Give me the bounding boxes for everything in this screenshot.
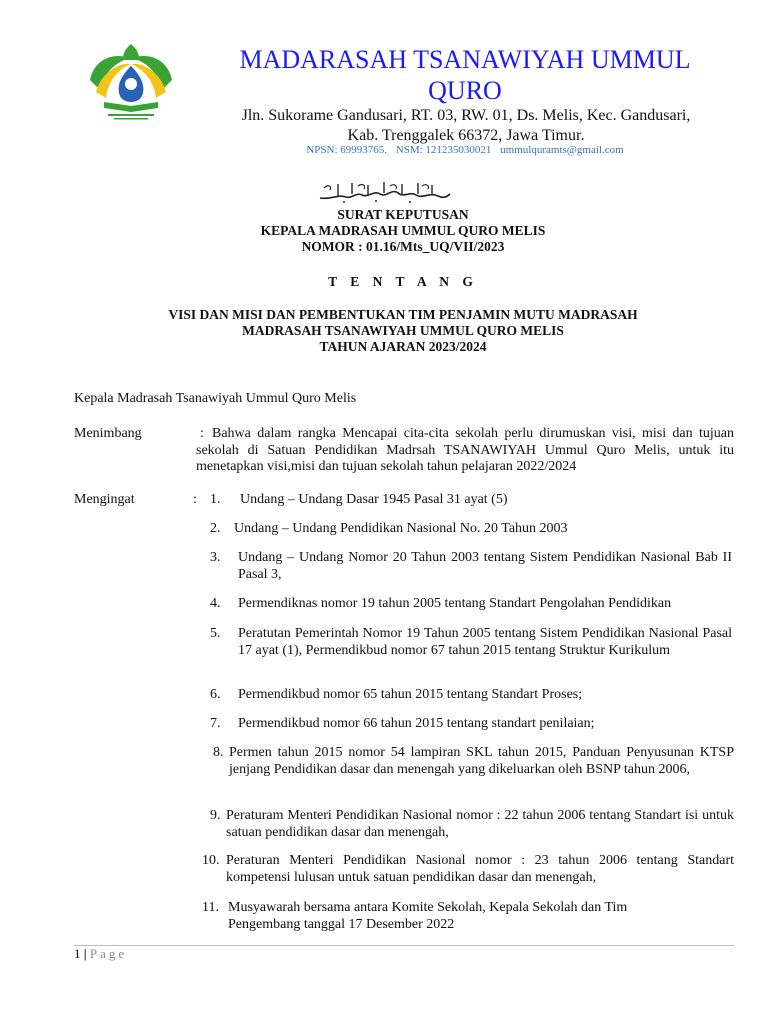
bismillah-graphic bbox=[318, 180, 452, 204]
list-item-text-body: Permen tahun 2015 nomor 54 lampiran SKL tahun 2015, Panduan Penyusunan KTSP jenjang Pendidikan dasar dan menengah yang dikeluarkan oleh BSNP tahun 2006, bbox=[229, 745, 734, 777]
school-name: MADARASAH TSANAWIYAH UMMUL QURO bbox=[239, 45, 691, 105]
list-item-number: 11. bbox=[202, 900, 219, 915]
list-item-number: 7. bbox=[210, 716, 221, 731]
list-item-text: Peratutan Pemerintah Nomor 19 Tahun 2005 tentang Sistem Pendidikan Nasional Pasal 17 ayat (1), Permendikbud nomor 67 tahun 2015 tentang Struktur Kurikulum bbox=[238, 626, 732, 658]
subject-line-3: TAHUN AJARAN 2023/2024 bbox=[319, 339, 487, 354]
email-link[interactable]: ummulquramts@gmail.com bbox=[500, 144, 624, 156]
decree-subject bbox=[70, 307, 736, 355]
npsn: NPSN: 69993765. bbox=[306, 144, 388, 156]
decree-title bbox=[70, 207, 736, 255]
decree-title-line-1: SURAT KEPUTUSAN bbox=[337, 207, 469, 222]
list-item-text: Peraturam Menteri Pendidikan Nasional nomor : 22 tahun 2006 tentang Standart isi untuk satuan pendidikan dasar dan menengah, bbox=[226, 808, 734, 840]
page-separator: | bbox=[83, 946, 87, 961]
list-item-text: Permendiknas nomor 19 tahun 2005 tentang Standart Pengolahan Pendidikan bbox=[238, 596, 672, 611]
list-item-number: 9. bbox=[210, 808, 221, 823]
list-item-number: 4. bbox=[210, 596, 221, 611]
address-line-1: Jln. Sukorame Gandusari, RT. 03, RW. 01, Ds. Melis, Kec. Gandusari, bbox=[241, 107, 691, 124]
intro-text: Kepala Madrasah Tsanawiyah Ummul Quro Melis bbox=[74, 391, 357, 406]
page-footer bbox=[74, 946, 127, 962]
menimbang-text: Bahwa dalam rangka Mencapai cita-cita sekolah perlu dirumuskan visi, misi dan tujuan sekolah di Satuan Pendidikan Madrsah TSANAWIYAH Ummul Quro Melis, untuk itu menetapkan visi,misi dan tujuan sekolah tahun pelajaran 2022/2024 bbox=[196, 426, 734, 474]
madrasah-logo-icon bbox=[86, 40, 176, 124]
mengingat-colon: : bbox=[193, 492, 197, 507]
footer-divider bbox=[74, 945, 734, 946]
list-item-text bbox=[229, 745, 734, 778]
list-item-number: 8. bbox=[213, 745, 224, 760]
mengingat-label: Mengingat bbox=[74, 492, 135, 507]
decree-title-line-2: KEPALA MADRASAH UMMUL QURO MELIS bbox=[260, 223, 546, 238]
list-item-text: Undang – Undang Dasar 1945 Pasal 31 ayat (5) bbox=[240, 492, 508, 507]
list-item-number: 2. bbox=[210, 521, 221, 536]
list-item-text: Peraturan Menteri Pendidikan Nasional nomor : 23 tahun 2006 tentang Standart kompetensi lulusan untuk satuan pendidikan dasar dan menengah, bbox=[226, 853, 734, 885]
list-item-number: 6. bbox=[210, 687, 221, 702]
page-word: Page bbox=[89, 946, 128, 961]
bismillah-calligraphy-icon bbox=[318, 180, 452, 204]
list-item-number: 1. bbox=[210, 492, 221, 507]
menimbang-label: Menimbang bbox=[74, 426, 142, 441]
logo-graphic bbox=[86, 40, 176, 124]
address-line-2: Kab. Trenggalek 66372, Jawa Timur. bbox=[347, 127, 585, 144]
list-item-text: Undang – Undang Pendidikan Nasional No. 20 Tahun 2003 bbox=[234, 521, 568, 536]
nsm: NSM: 121235030021 bbox=[395, 144, 492, 156]
list-item-number: 3. bbox=[210, 550, 221, 565]
menimbang-colon: : bbox=[200, 426, 204, 441]
tentang-heading: T E N T A N G bbox=[328, 274, 478, 289]
list-item-text: Permendikbud nomor 66 tahun 2015 tentang standart penilaian; bbox=[238, 716, 595, 731]
school-contact bbox=[200, 144, 730, 156]
list-item-number: 10. bbox=[202, 853, 220, 868]
page-number: 1 bbox=[74, 946, 81, 961]
school-address bbox=[196, 106, 736, 146]
list-item-text: Permendikbud nomor 65 tahun 2015 tentang Standart Proses; bbox=[238, 687, 583, 702]
list-item-number: 5. bbox=[210, 626, 221, 641]
list-item-text: Undang – Undang Nomor 20 Tahun 2003 tentang Sistem Pendidikan Nasional Bab II Pasal 3, bbox=[238, 550, 732, 582]
subject-line-1: VISI DAN MISI DAN PEMBENTUKAN TIM PENJAMIN MUTU MADRASAH bbox=[168, 307, 638, 322]
subject-line-2: MADRASAH TSANAWIYAH UMMUL QURO MELIS bbox=[242, 323, 564, 338]
decree-number: NOMOR : 01.16/Mts_UQ/VII/2023 bbox=[301, 239, 505, 254]
list-item-text: Musyawarah bersama antara Komite Sekolah, Kepala Sekolah dan Tim Pengembang tanggal 17 Desember 2022 bbox=[228, 900, 628, 932]
